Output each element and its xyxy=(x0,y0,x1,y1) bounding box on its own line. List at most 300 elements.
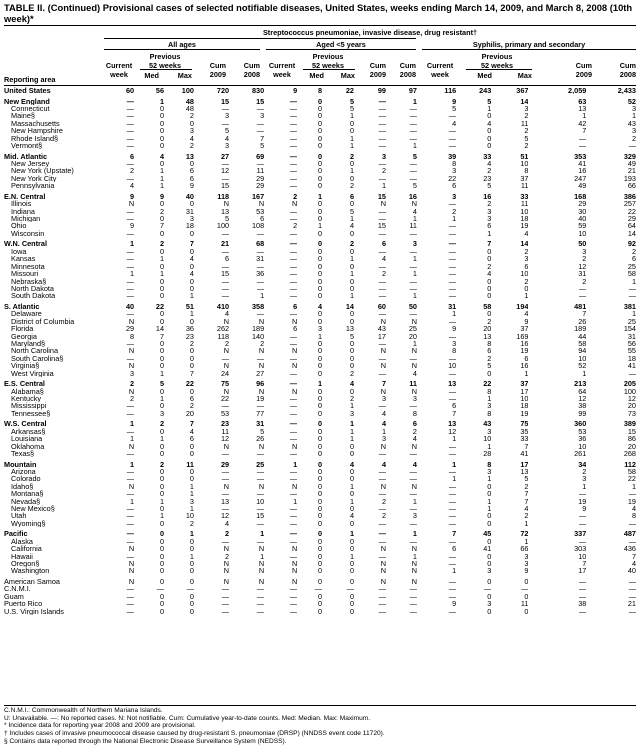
value-cell: 9 xyxy=(452,96,457,105)
value-cell: — xyxy=(221,475,230,483)
value-cell: — xyxy=(289,468,298,476)
table-row xyxy=(4,325,636,332)
value-cell: 0 xyxy=(349,339,354,348)
value-cell: 262 xyxy=(216,325,230,333)
value-cell: 73 xyxy=(627,409,636,418)
value-cell: 29 xyxy=(256,174,265,183)
value-cell: N xyxy=(380,560,386,568)
table-row xyxy=(4,490,636,497)
value-cell: 33 xyxy=(520,435,529,443)
value-cell: 1 xyxy=(487,442,492,450)
reporting-area-cell: Missouri xyxy=(11,270,39,278)
value-cell: N xyxy=(223,317,230,326)
value-cell: 13 xyxy=(220,207,230,216)
reporting-area-cell: S. Atlantic xyxy=(4,301,40,311)
value-cell: 5 xyxy=(225,215,230,223)
value-cell: — xyxy=(289,255,298,263)
value-cell: — xyxy=(378,229,386,238)
value-cell: 7 xyxy=(189,239,194,248)
value-cell: 1 xyxy=(159,394,165,403)
value-cell: — xyxy=(579,512,587,520)
value-cell: 1 xyxy=(452,310,457,318)
value-cell: 50 xyxy=(408,301,417,311)
value-cell: 0 xyxy=(189,567,194,575)
value-cell: 167 xyxy=(252,191,265,201)
value-cell: 0 xyxy=(189,119,194,128)
value-cell: 6 xyxy=(349,191,354,201)
table-row xyxy=(4,362,636,369)
value-cell: — xyxy=(256,262,265,271)
value-cell: 5 xyxy=(159,379,165,388)
value-cell: N xyxy=(411,387,417,395)
value-cell: 0 xyxy=(487,560,492,568)
reporting-area-cell: Maine§ xyxy=(11,112,35,120)
value-cell: — xyxy=(126,427,135,436)
value-cell: — xyxy=(448,505,457,513)
value-cell: N xyxy=(223,347,230,355)
value-cell: — xyxy=(126,409,135,418)
value-cell: N xyxy=(258,577,265,586)
value-cell: 108 xyxy=(252,222,265,230)
value-cell: 3 xyxy=(189,497,194,506)
value-cell: — xyxy=(448,262,457,271)
value-cell: 53 xyxy=(256,207,265,216)
value-cell: 8 xyxy=(487,409,492,418)
value-cell: 96 xyxy=(256,379,265,388)
value-cell: 4 xyxy=(317,301,322,311)
value-cell: 3 xyxy=(130,369,135,377)
value-cell: 1 xyxy=(487,394,492,403)
value-cell: N xyxy=(411,317,417,326)
value-cell: — xyxy=(289,592,298,601)
value-cell: 7 xyxy=(260,134,265,143)
value-cell: — xyxy=(378,247,386,256)
value-cell: — xyxy=(448,607,457,616)
table-row xyxy=(4,190,636,201)
value-cell: 487 xyxy=(623,529,636,538)
value-cell: — xyxy=(256,119,265,128)
value-cell: 4 xyxy=(631,560,636,568)
value-cell: 1 xyxy=(412,215,417,223)
value-cell: — xyxy=(628,490,636,498)
value-cell: 481 xyxy=(574,301,587,311)
value-cell: 0 xyxy=(349,284,354,293)
table-row xyxy=(4,215,636,222)
value-cell: N xyxy=(223,545,230,553)
value-cell: — xyxy=(409,607,417,616)
value-cell: 3 xyxy=(487,402,492,410)
col-med-3: Med xyxy=(477,71,492,80)
value-cell: 1 xyxy=(349,497,354,506)
value-cell: 1 xyxy=(159,369,165,377)
table-row xyxy=(4,520,636,527)
value-cell: — xyxy=(221,119,230,128)
value-cell: 2 xyxy=(349,394,354,403)
value-cell: 2 xyxy=(159,239,165,248)
value-cell: 0 xyxy=(317,151,322,161)
value-cell: — xyxy=(409,247,417,256)
value-cell: 19 xyxy=(520,222,529,230)
value-cell: 3 xyxy=(631,105,636,113)
value-cell: 2 xyxy=(487,200,492,208)
value-cell: 19 xyxy=(578,497,587,506)
value-cell: 0 xyxy=(487,577,492,586)
value-cell: 1 xyxy=(159,96,165,105)
value-cell: 1 xyxy=(349,552,354,561)
value-cell: 15 xyxy=(377,191,386,201)
table-row xyxy=(4,457,636,468)
value-cell: 1 xyxy=(317,332,322,340)
value-cell: 2 xyxy=(293,191,298,201)
table-row xyxy=(4,527,636,538)
value-cell: — xyxy=(256,160,265,168)
value-cell: 0 xyxy=(159,607,165,616)
value-cell: 15 xyxy=(256,96,265,105)
value-cell: 10 xyxy=(520,160,529,168)
value-cell: — xyxy=(628,607,636,616)
value-cell: 10 xyxy=(520,394,529,403)
reporting-area-cell: New England xyxy=(4,96,50,105)
value-cell: — xyxy=(378,600,386,608)
value-cell: 0 xyxy=(349,490,354,498)
value-cell: 4 xyxy=(225,519,230,528)
value-cell: — xyxy=(448,369,457,377)
value-cell: 1 xyxy=(189,505,194,513)
value-cell: 41 xyxy=(627,362,636,370)
value-cell: 0 xyxy=(487,127,492,135)
value-cell: 0 xyxy=(349,442,354,450)
value-cell: — xyxy=(256,284,265,293)
value-cell: 2,059 xyxy=(568,87,587,95)
value-cell: — xyxy=(256,505,265,513)
value-cell: 1 xyxy=(189,529,194,538)
value-cell: 36 xyxy=(185,325,194,333)
value-cell: 6 xyxy=(487,222,492,230)
value-cell: — xyxy=(448,332,457,340)
value-cell: 2 xyxy=(130,379,135,388)
value-cell: 21 xyxy=(220,239,230,248)
value-cell: 168 xyxy=(574,191,587,201)
reporting-area-cell: Nebraska§ xyxy=(11,277,47,285)
value-cell: 12 xyxy=(220,512,230,520)
value-cell: 33 xyxy=(520,191,529,201)
value-cell: 1 xyxy=(349,435,354,443)
value-cell: 22 xyxy=(448,174,457,183)
value-cell: 35 xyxy=(520,427,529,436)
reporting-area-cell: Wisconsin xyxy=(11,229,45,238)
value-cell: 64 xyxy=(627,222,636,230)
value-cell: — xyxy=(378,119,386,128)
reporting-area-cell: C.N.M.I. xyxy=(4,585,31,593)
table-row xyxy=(4,208,636,215)
value-cell: N xyxy=(258,200,265,208)
value-cell: 2 xyxy=(159,459,165,468)
value-cell: 0 xyxy=(487,552,492,561)
value-cell: 3 xyxy=(487,567,492,575)
value-cell: 0 xyxy=(317,362,322,370)
value-cell: 0 xyxy=(159,134,165,143)
value-cell: 7 xyxy=(452,409,457,418)
value-cell: 66 xyxy=(627,182,636,190)
value-cell: 1 xyxy=(189,490,194,498)
value-cell: 43 xyxy=(627,119,636,128)
value-cell: 94 xyxy=(578,347,587,355)
value-cell: N xyxy=(223,362,230,370)
value-cell: 55 xyxy=(627,347,636,355)
value-cell: — xyxy=(378,354,386,363)
value-cell: 6 xyxy=(524,262,529,271)
value-cell: 30 xyxy=(578,207,587,216)
value-cell: 1 xyxy=(189,310,194,318)
value-cell: 0 xyxy=(159,277,165,285)
value-cell: 1 xyxy=(412,552,417,561)
value-cell: — xyxy=(289,247,298,256)
value-cell: 41 xyxy=(578,160,587,168)
value-cell: 0 xyxy=(317,552,322,561)
value-cell: 14 xyxy=(520,96,529,105)
value-cell: 1 xyxy=(130,435,135,443)
value-cell: — xyxy=(126,468,135,476)
value-cell: 0 xyxy=(349,119,354,128)
value-cell: 0 xyxy=(317,105,322,113)
value-cell: N xyxy=(380,362,386,370)
value-cell: 4 xyxy=(225,310,230,318)
value-cell: 3 xyxy=(412,512,417,520)
col-previous-2: Previous 52 weeks xyxy=(311,52,345,70)
reporting-area-cell: California xyxy=(11,545,42,553)
value-cell: 69 xyxy=(256,151,265,161)
value-cell: — xyxy=(409,490,417,498)
table-row xyxy=(4,435,636,442)
value-cell: — xyxy=(221,284,230,293)
value-cell: 140 xyxy=(252,332,265,340)
table-row xyxy=(4,468,636,475)
value-cell: N xyxy=(411,567,417,575)
value-cell: — xyxy=(378,127,386,135)
value-cell: 6 xyxy=(452,545,457,553)
value-cell: — xyxy=(579,490,587,498)
value-cell: — xyxy=(221,160,230,168)
value-cell: 36 xyxy=(578,435,587,443)
value-cell: 6 xyxy=(452,402,457,410)
reporting-area-cell: W.N. Central xyxy=(4,239,47,248)
value-cell: 5 xyxy=(487,362,492,370)
value-cell: — xyxy=(579,134,587,143)
col-current-week-2: Current week xyxy=(268,61,296,79)
value-cell: — xyxy=(256,490,265,498)
value-cell: N xyxy=(291,567,298,575)
value-cell: — xyxy=(579,142,587,150)
value-cell: — xyxy=(126,142,135,150)
value-cell: 10 xyxy=(256,497,265,506)
value-cell: — xyxy=(126,277,135,285)
value-cell: 0 xyxy=(159,468,165,476)
table-row xyxy=(4,553,636,560)
value-cell: 0 xyxy=(159,482,165,491)
value-cell: 3 xyxy=(260,112,265,120)
value-cell: — xyxy=(448,354,457,363)
value-cell: — xyxy=(314,585,322,593)
value-cell: 1 xyxy=(381,182,386,190)
value-cell: 0 xyxy=(159,317,165,326)
value-cell: — xyxy=(448,394,457,403)
value-cell: 0 xyxy=(189,468,194,476)
value-cell: 0 xyxy=(349,577,354,586)
reporting-area-cell: Kansas xyxy=(11,255,36,263)
value-cell: N xyxy=(258,347,265,355)
value-cell: 118 xyxy=(217,332,230,340)
value-cell: 1 xyxy=(159,182,165,190)
value-cell: 1 xyxy=(317,379,322,388)
value-cell: 0 xyxy=(159,292,165,300)
value-cell: N xyxy=(411,200,417,208)
value-cell: 4 xyxy=(381,419,386,428)
col-current-week-1: Current week xyxy=(105,61,133,79)
value-cell: 3 xyxy=(524,560,529,568)
value-cell: 9 xyxy=(159,191,165,201)
value-cell: 0 xyxy=(349,317,354,326)
value-cell: 1 xyxy=(631,482,636,491)
value-cell: 21 xyxy=(627,167,636,175)
table-row xyxy=(4,395,636,402)
value-cell: — xyxy=(256,277,265,285)
value-cell: N xyxy=(380,545,386,553)
value-cell: 31 xyxy=(578,270,587,278)
value-cell: 2 xyxy=(524,277,529,285)
value-cell: 4 xyxy=(189,270,194,278)
value-cell: — xyxy=(409,600,417,608)
value-cell: 0 xyxy=(189,450,194,458)
reporting-area-cell: Hawaii xyxy=(11,552,33,561)
value-cell: 0 xyxy=(159,529,165,538)
value-cell: 8 xyxy=(130,332,135,340)
value-cell: — xyxy=(221,592,230,601)
value-cell: 16 xyxy=(520,339,529,348)
value-cell: — xyxy=(628,577,636,586)
value-cell: N xyxy=(291,362,298,370)
value-cell: 3 xyxy=(225,142,230,150)
value-cell: 0 xyxy=(159,545,165,553)
value-cell: N xyxy=(223,482,230,491)
value-cell: — xyxy=(484,585,492,593)
value-cell: 0 xyxy=(349,200,354,208)
value-cell: 8 xyxy=(487,387,492,395)
value-cell: — xyxy=(448,317,457,326)
value-cell: — xyxy=(289,292,298,300)
col-cum2008-3: Cum 2008 xyxy=(619,61,636,79)
value-cell: 1 xyxy=(349,270,354,278)
value-cell: — xyxy=(289,207,298,216)
value-cell: — xyxy=(289,490,298,498)
value-cell: 386 xyxy=(623,191,636,201)
value-cell: 64 xyxy=(578,387,587,395)
reporting-area-cell: Iowa xyxy=(11,247,27,256)
value-cell: 7 xyxy=(582,310,587,318)
table-bottom-rule xyxy=(4,705,636,706)
value-cell: 0 xyxy=(317,419,322,428)
value-cell: 8 xyxy=(452,347,457,355)
value-cell: 11 xyxy=(520,600,529,608)
value-cell: 36 xyxy=(256,270,265,278)
value-cell: 1 xyxy=(582,112,587,120)
value-cell: 14 xyxy=(345,301,354,311)
table-row xyxy=(4,112,636,119)
value-cell: 2 xyxy=(349,369,354,377)
value-cell: — xyxy=(221,600,230,608)
value-cell: — xyxy=(378,529,386,538)
value-cell: 3 xyxy=(189,215,194,223)
value-cell: 0 xyxy=(189,277,194,285)
value-cell: — xyxy=(409,310,417,318)
footnote-legend: U: Unavailable. —: No reported cases. N: Not notifiable. Cum: Cumulative year-to-date counts. Med: Median. Max: Maximum. xyxy=(4,714,371,722)
value-cell: — xyxy=(289,552,298,561)
value-cell: 13 xyxy=(483,332,492,340)
value-cell: — xyxy=(378,402,386,410)
value-cell: 4 xyxy=(412,435,417,443)
value-cell: 0 xyxy=(159,160,165,168)
value-cell: 8 xyxy=(631,512,636,520)
value-cell: 6 xyxy=(293,301,298,311)
value-cell: 29 xyxy=(220,459,230,468)
value-cell: 0 xyxy=(159,362,165,370)
value-cell: — xyxy=(221,262,230,271)
value-cell: 0 xyxy=(524,592,529,601)
value-cell: N xyxy=(411,560,417,568)
value-cell: 0 xyxy=(189,362,194,370)
reporting-area-cell: Delaware xyxy=(11,310,42,318)
value-cell: — xyxy=(256,450,265,458)
value-cell: — xyxy=(289,435,298,443)
value-cell: — xyxy=(289,529,298,538)
value-cell: N xyxy=(223,567,230,575)
value-cell: 19 xyxy=(520,409,529,418)
value-cell: 49 xyxy=(578,182,587,190)
value-cell: — xyxy=(289,284,298,293)
value-cell: 1 xyxy=(631,112,636,120)
value-cell: 0 xyxy=(317,277,322,285)
value-cell: — xyxy=(289,600,298,608)
value-cell: 51 xyxy=(520,151,529,161)
value-cell: N xyxy=(258,317,265,326)
value-cell: — xyxy=(378,105,386,113)
value-cell: — xyxy=(126,284,135,293)
value-cell: 1 xyxy=(412,497,417,506)
value-cell: — xyxy=(378,490,386,498)
table-row xyxy=(4,600,636,607)
reporting-area-cell: District of Columbia xyxy=(11,317,75,326)
value-cell: — xyxy=(126,255,135,263)
value-cell: 45 xyxy=(483,529,492,538)
value-cell: 0 xyxy=(487,112,492,120)
value-cell: — xyxy=(409,105,417,113)
value-cell: 22 xyxy=(155,301,165,311)
value-cell: 6 xyxy=(189,167,194,175)
value-cell: — xyxy=(448,577,457,586)
value-cell: — xyxy=(221,277,230,285)
value-cell: — xyxy=(289,379,298,388)
reporting-area-cell: Nevada§ xyxy=(11,497,41,506)
value-cell: 0 xyxy=(317,119,322,128)
value-cell: — xyxy=(579,592,587,601)
value-cell: 0 xyxy=(317,292,322,300)
value-cell: — xyxy=(378,160,386,168)
value-cell: — xyxy=(256,402,265,410)
reporting-area-cell: West Virginia xyxy=(11,369,54,377)
value-cell: 261 xyxy=(574,450,587,458)
value-cell: — xyxy=(289,519,298,528)
value-cell: N xyxy=(291,317,298,326)
value-cell: 22 xyxy=(627,207,636,216)
